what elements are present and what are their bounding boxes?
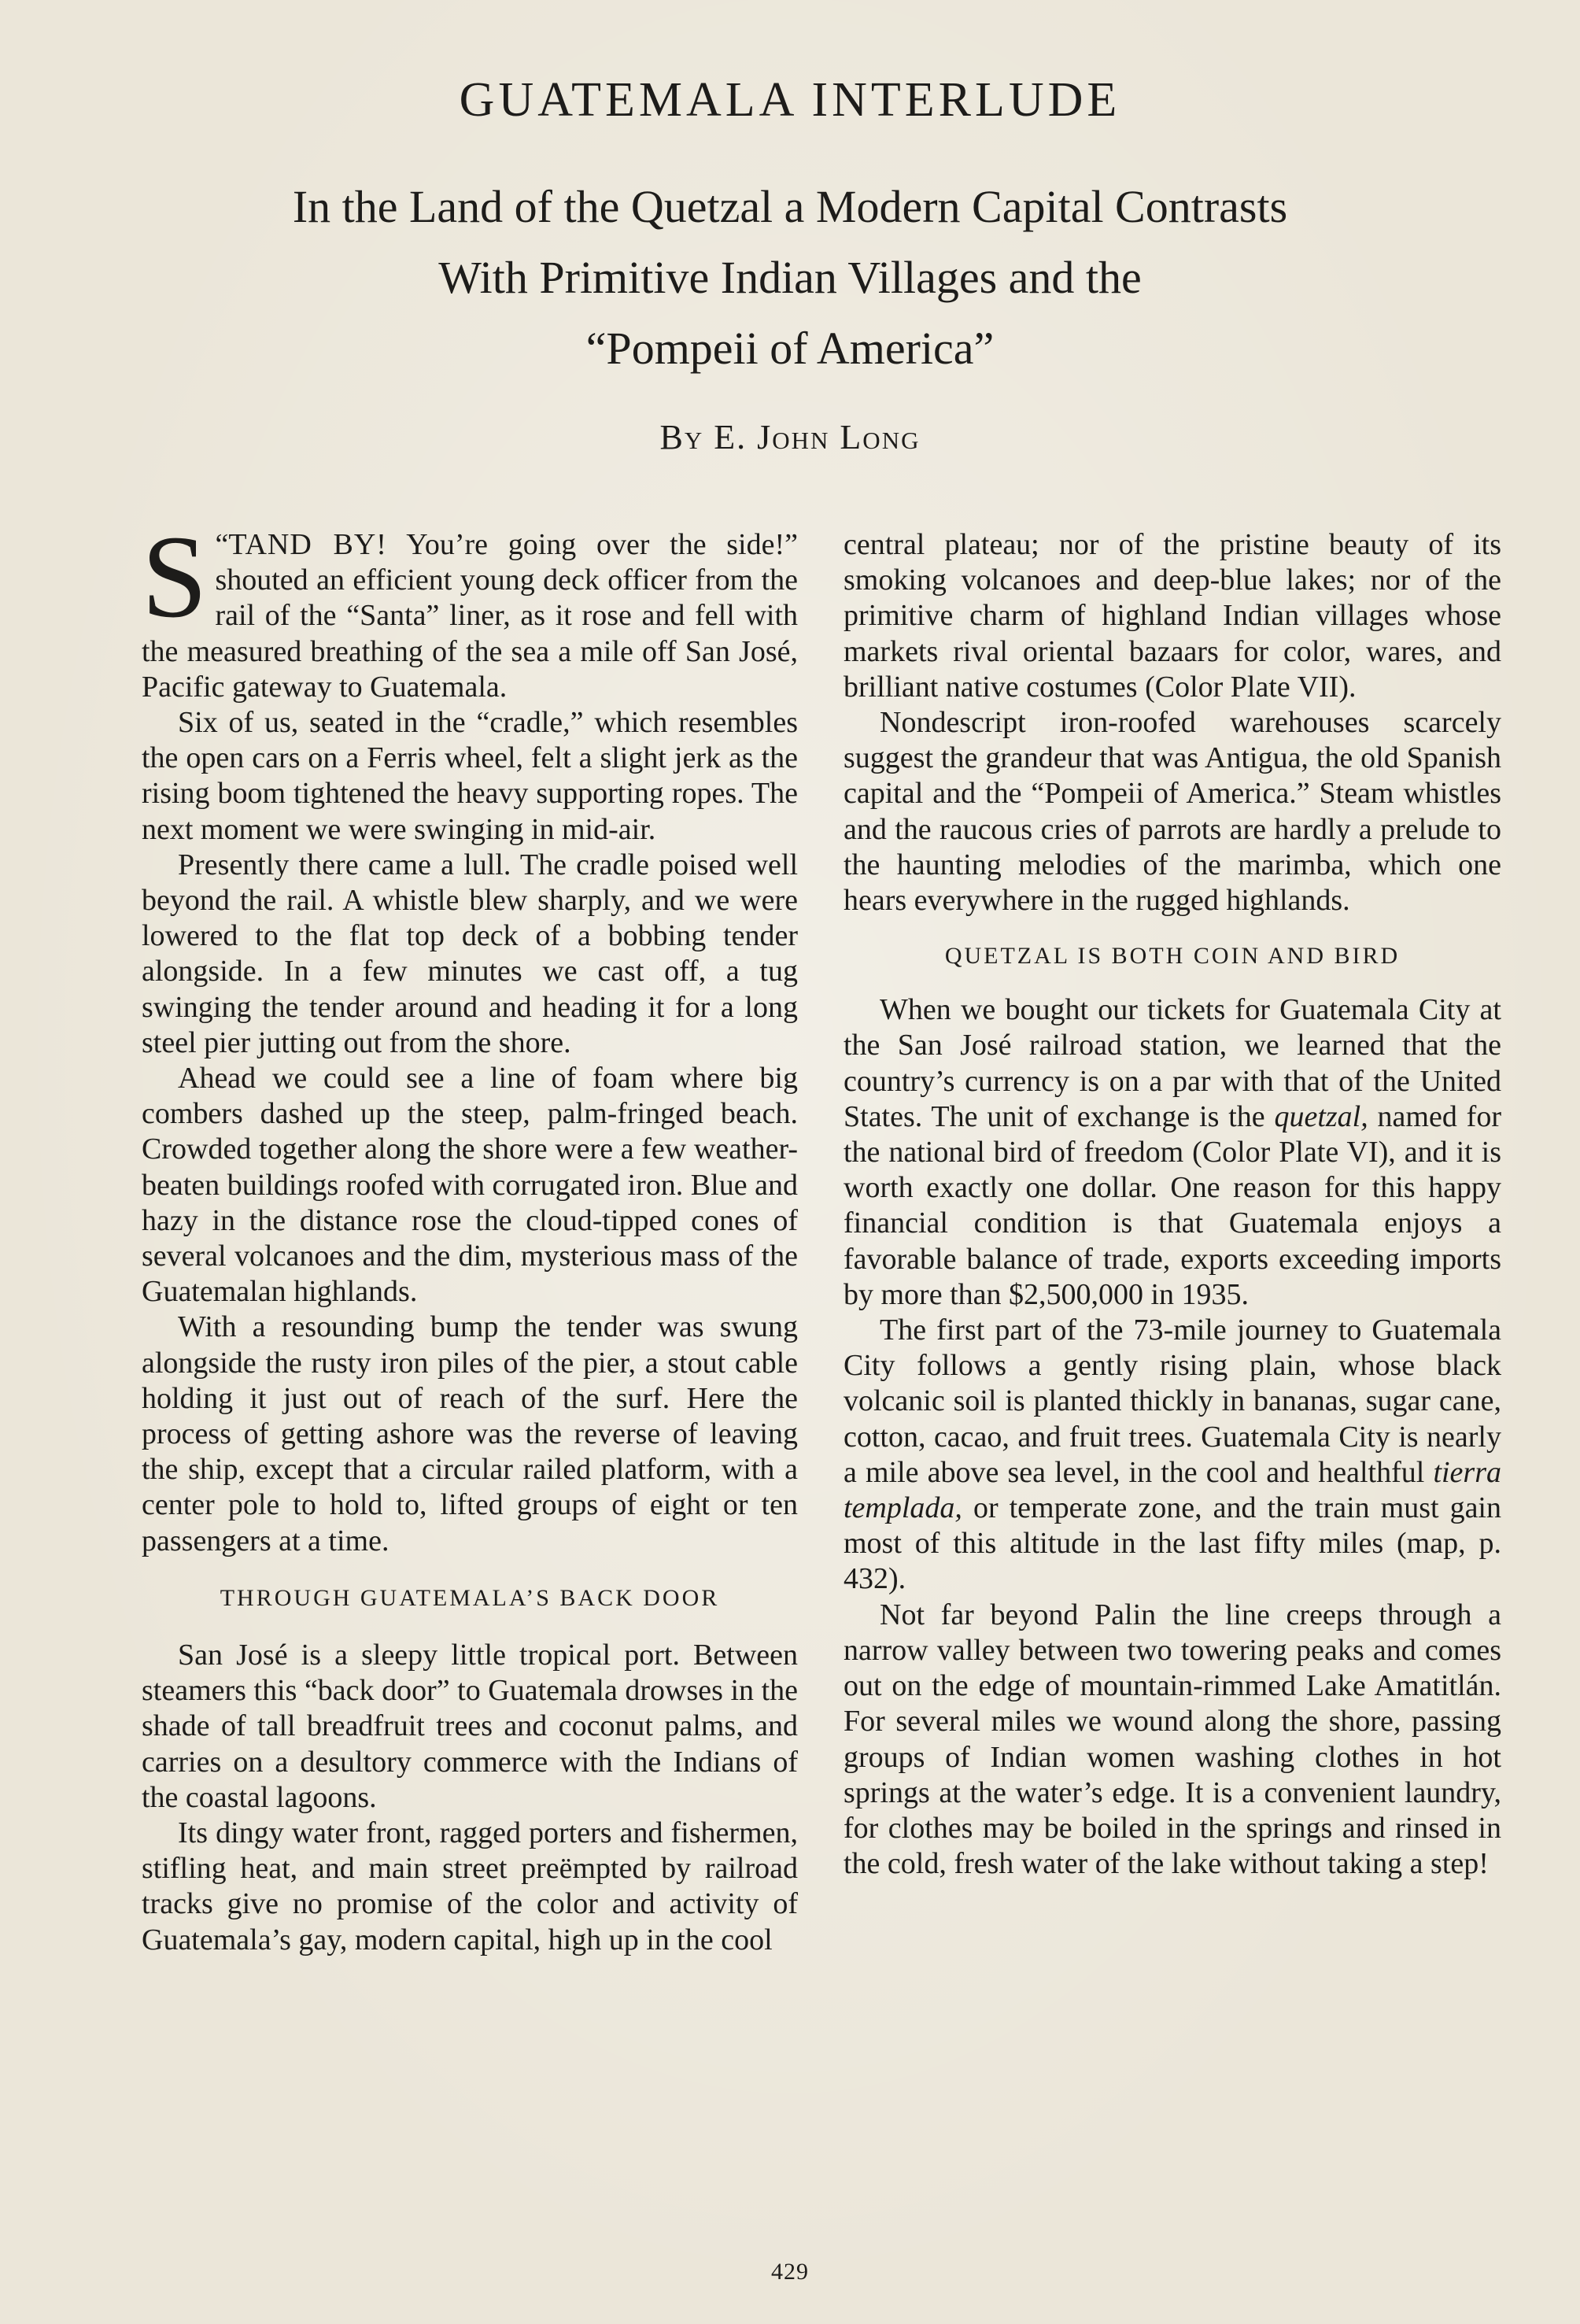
left-column [142, 512, 798, 1958]
right-column [844, 527, 1501, 1882]
opening-paragraph [142, 512, 798, 705]
article-subtitle [118, 172, 1462, 384]
opening-quote: “ [215, 528, 229, 561]
page-number: 429 [771, 2259, 809, 2285]
body-paragraph: Nondescript iron-roofed warehouses scarcely suggest the grandeur that was Antigua, the old Spanish capital and the “Pompeii of America.” Steam whistles and the raucous cries of parrots are hardly a prelude to the haunting melodies of the marimba, which one hears everywhere in the rugged highlands. [844, 706, 1501, 918]
paragraph-text: The first part of the 73-mile journey to Guatemala City follows a gently rising plain, whose black volcanic soil is planted thickly in bananas, sugar cane, cotton, cacao, and fruit trees. Guatemala City is nearly a mile above sea level, in the cool and healthful [844, 1313, 1501, 1489]
article-byline: By E. John Long [659, 418, 921, 456]
italic-term: quetzal, [1274, 1099, 1368, 1133]
subtitle-line: In the Land of the Quetzal a Modern Capital Contrasts [292, 181, 1288, 232]
body-paragraph: Its dingy water front, ragged porters and fishermen, stifling heat, and main street preëmpted by railroad tracks give no promise of the color and activity of Guatemala’s gay, modern capital, high up in the cool [142, 1816, 798, 1956]
paragraph-text: When we bought our tickets for Guatemala City at the San José railroad station, we learned that the country’s currency is on a par with that of the United States. The unit of exchange is the [844, 993, 1501, 1133]
drop-cap: S [142, 512, 208, 642]
body-paragraph: Not far beyond Palin the line creeps through a narrow valley between two towering peaks and comes out on the edge of mountain-rimmed Lake Amatitlán. For several miles we wound along the shore, passing groups of Indian women washing clothes in hot springs at the water’s edge. It is a convenient laundry, for clothes may be boiled in the springs and rinsed in the cold, fresh water of the lake without taking a step! [844, 1598, 1501, 1881]
article-title: GUATEMALA INTERLUDE [459, 73, 1121, 127]
body-paragraph: central plateau; nor of the pristine beauty of its smoking volcanoes and deep-blue lakes; nor of the primitive charm of highland Indian villages whose markets rival oriental bazaars for color, wares, and brilliant native costumes (Color Plate VII). [844, 528, 1501, 704]
opening-paragraph-text: You’re going over the side!” shouted an efficient young deck officer from the rail of the “Santa” liner, as it rose and fell with the measured breathing of the sea a mile off San José, Pacific gateway to Guatemala. [142, 528, 798, 704]
section-heading: QUETZAL IS BOTH COIN AND BIRD [944, 943, 1401, 970]
section-heading: THROUGH GUATEMALA’S BACK DOOR [220, 1584, 720, 1611]
body-paragraph: Presently there came a lull. The cradle poised well beyond the rail. A whistle blew sharply, and we were lowered to the flat top deck of a bobbing tender alongside. In a few minutes we cast off, a tug swinging the tender around and heading it for a long steel pier jutting out from the shore. [142, 848, 798, 1059]
subtitle-line: With Primitive Indian Villages and the [438, 252, 1142, 303]
body-paragraph [844, 1313, 1501, 1598]
body-paragraph: Ahead we could see a line of foam where big combers dashed up the steep, palm-fringed beach. Crowded together along the shore were a few weather-beaten buildings roofed with corrugated iron. Blue and hazy in the distance rose the cloud-tipped cones of several volcanoes and the dim, mysterious mass of the Guatemalan highlands. [142, 1062, 798, 1309]
italic-term: tierra templada, [844, 1455, 1501, 1525]
body-paragraph: San José is a sleepy little tropical port. Between steamers this “back door” to Guatemala drowses in the shade of tall breadfruit trees and coconut palms, and carries on a desultory commerce with the Indians of the coastal lagoons. [142, 1638, 798, 1814]
body-paragraph: With a resounding bump the tender was swung alongside the rusty iron piles of the pier, a stout cable holding it just out of reach of the surf. Here the process of getting ashore was the reverse of leaving the ship, except that a circular railed platform, with a center pole to hold to, lifted groups of eight or ten passengers at a time. [142, 1310, 798, 1557]
lead-in-smallcaps: TAND BY! [228, 528, 387, 561]
subtitle-line: “Pompeii of America” [585, 323, 995, 374]
paragraph-text: or temperate zone, and the train must gain most of this altitude in the last fifty miles (map, p. 432). [844, 1491, 1501, 1596]
body-paragraph [844, 992, 1501, 1313]
paragraph-text: named for the national bird of freedom (Color Plate VI), and it is worth exactly one dollar. One reason for this happy financial condition is that Guatemala enjoys a favorable balance of trade, exports exceeding imports by more than $2,500,000 in 1935. [844, 1099, 1501, 1311]
body-paragraph: Six of us, seated in the “cradle,” which resembles the open cars on a Ferris wheel, felt a slight jerk as the rising boom tightened the heavy supporting ropes. The next moment we were swinging in mid-air. [142, 706, 798, 846]
